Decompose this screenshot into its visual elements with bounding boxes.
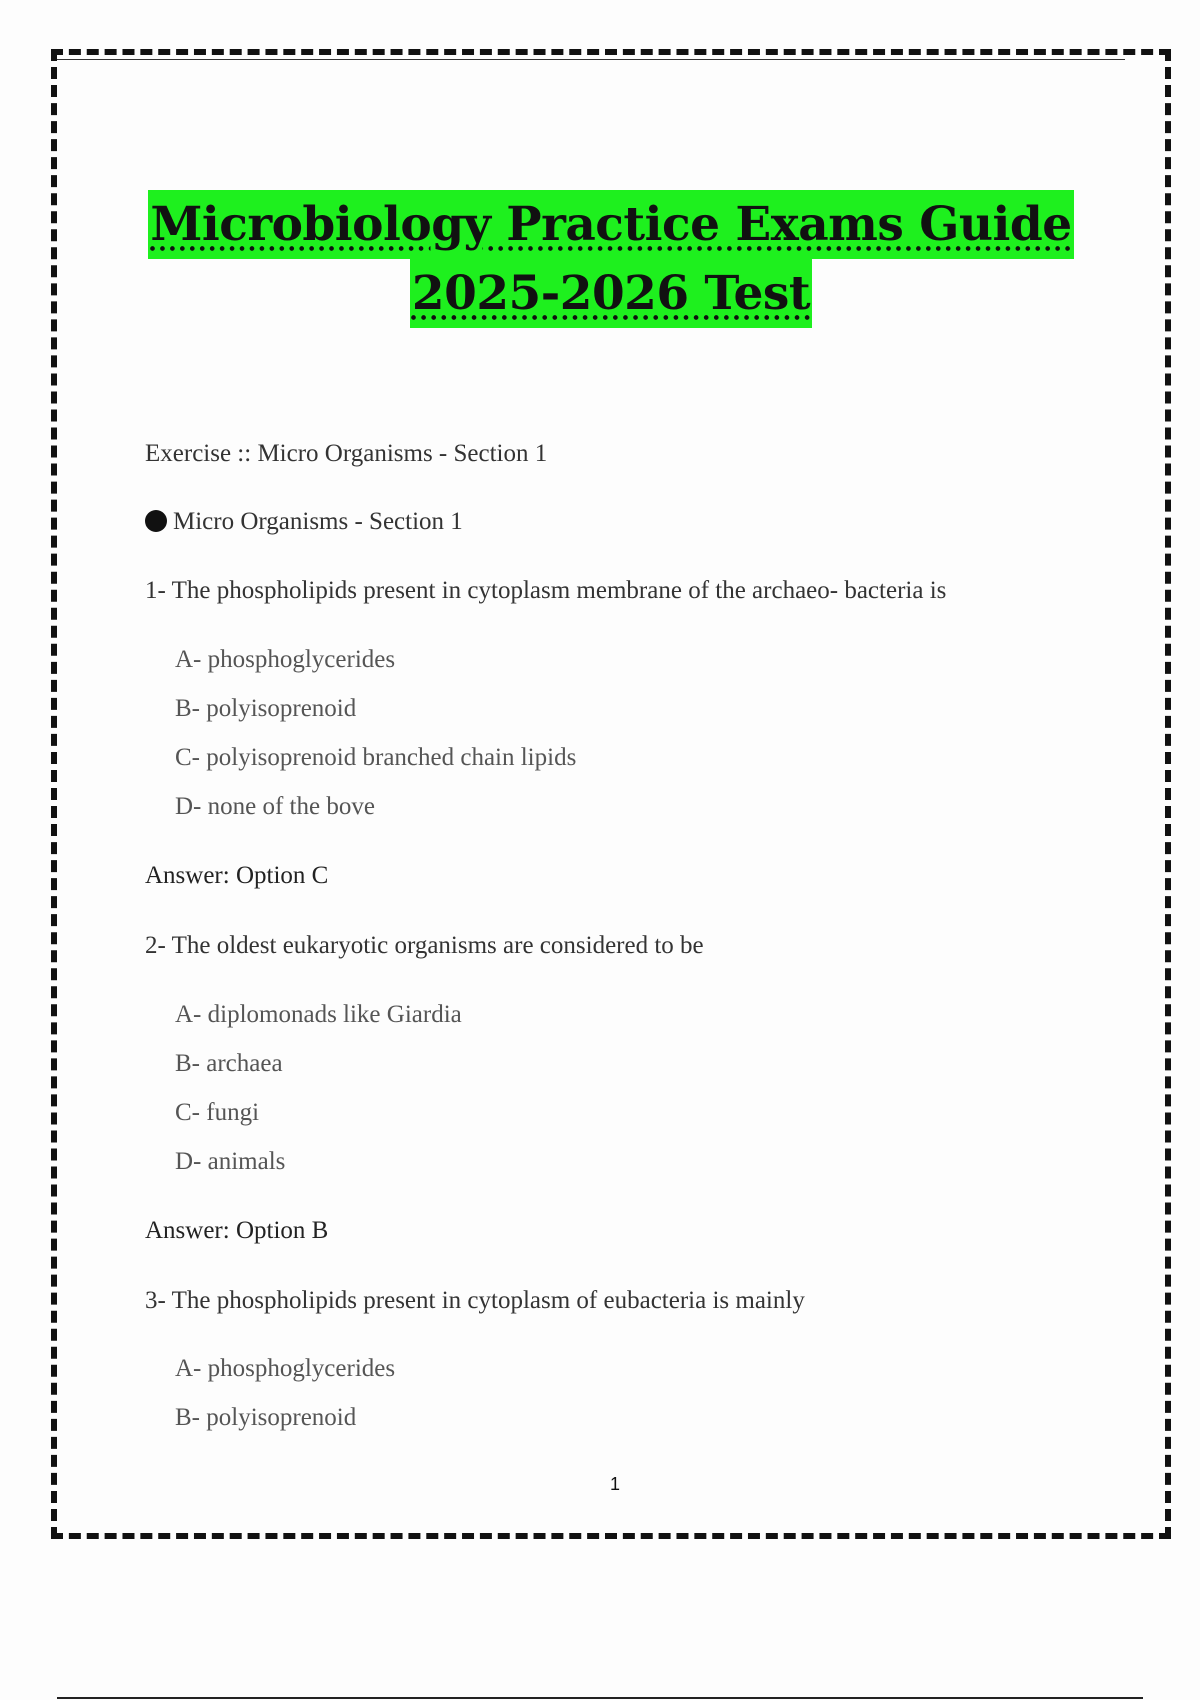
question-2: 2- The oldest eukaryotic organisms are considered to be <box>145 932 704 959</box>
exercise-heading: Exercise :: Micro Organisms - Section 1 <box>145 440 548 467</box>
page-number: 1 <box>609 1474 620 1494</box>
question-2-answer: Answer: Option B <box>145 1217 329 1244</box>
question-3: 3- The phospholipids present in cytoplasm of eubacteria is mainly <box>145 1287 805 1314</box>
question-1-option-c: C- polyisoprenoid branched chain lipids <box>175 744 577 771</box>
question-3-option-a: A- phosphoglycerides <box>175 1355 396 1382</box>
section-label: Micro Organisms - Section 1 <box>173 508 463 535</box>
top-rule <box>57 59 1125 60</box>
title-line-1: Microbiology Practice Exams Guide <box>148 190 1073 259</box>
question-2-option-d: D- animals <box>175 1148 286 1175</box>
section-label-row <box>145 508 463 536</box>
title-line-2: 2025-2026 Test <box>410 259 812 328</box>
question-2-option-a: A- diplomonads like Giardia <box>175 1001 462 1028</box>
bottom-rule <box>57 1697 1143 1699</box>
question-1-option-a: A- phosphoglycerides <box>175 646 396 673</box>
question-1-answer: Answer: Option C <box>145 862 329 889</box>
question-1-option-b: B- polyisoprenoid <box>175 695 357 722</box>
question-2-option-c: C- fungi <box>175 1099 260 1126</box>
question-3-option-b: B- polyisoprenoid <box>175 1404 357 1431</box>
question-1-option-d: D- none of the bove <box>175 793 375 820</box>
bullet-icon <box>145 510 167 532</box>
question-2-option-b: B- archaea <box>175 1050 283 1077</box>
question-1: 1- The phospholipids present in cytoplasm membrane of the archaeo- bacteria is <box>145 577 947 604</box>
document-title <box>51 190 1171 328</box>
